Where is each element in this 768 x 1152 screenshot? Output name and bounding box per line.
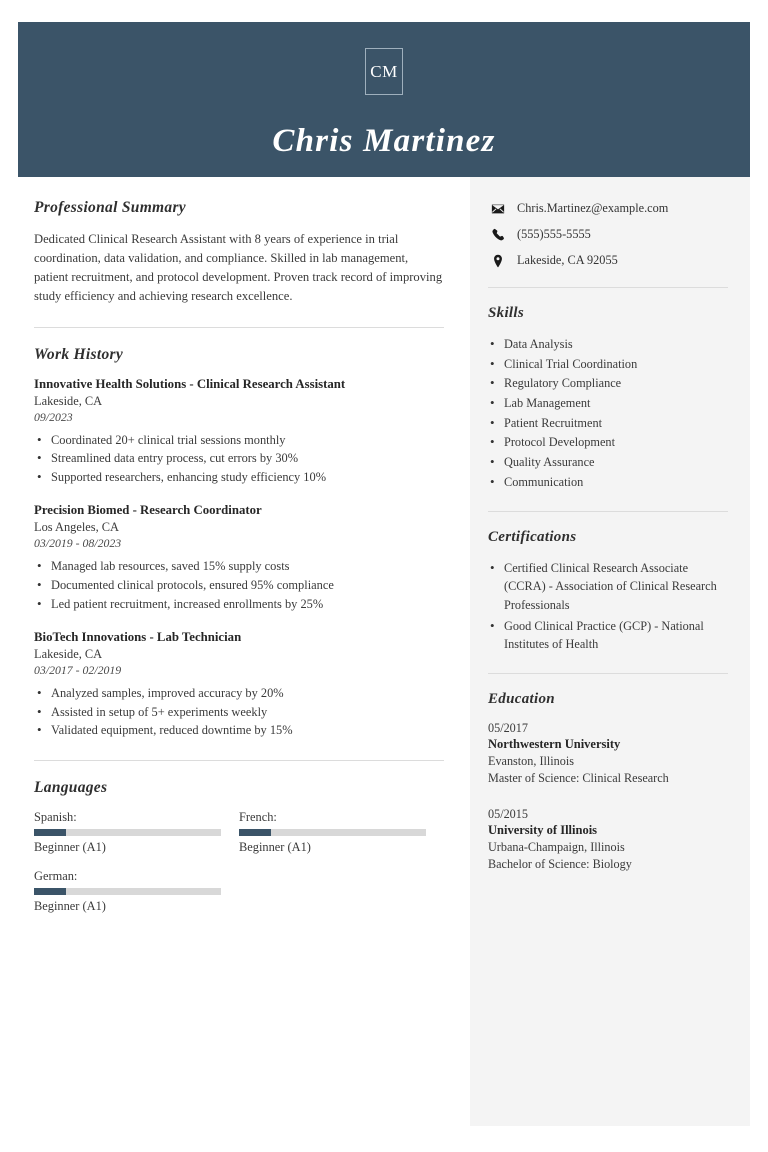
language-level: Beginner (A1) [34, 840, 106, 855]
education-school: University of Illinois [488, 823, 598, 838]
certifications-heading: Certifications [488, 528, 577, 545]
job-title: Precision Biomed - Research Coordinator [34, 503, 262, 518]
job-bullet-list [34, 684, 444, 740]
language-list [34, 810, 444, 928]
education-list [488, 721, 728, 873]
contact-item[interactable] [488, 253, 728, 268]
envelope-icon [488, 202, 507, 216]
job-title: Innovative Health Solutions - Clinical Research Assistant [34, 376, 346, 391]
education-location: Urbana-Champaign, Illinois [488, 840, 625, 855]
job-location: Lakeside, CA [34, 647, 103, 662]
job-dates: 03/2019 - 08/2023 [34, 536, 122, 551]
education-degree: Master of Science: Clinical Research [488, 771, 669, 786]
summary-heading: Professional Summary [34, 199, 186, 216]
summary-text: Dedicated Clinical Research Assistant with 8 years of experience in trial coordination, data validation, and compliance. Skilled in lab management, patient recruitment, and protocol development. Proven track record of improving study efficiency and achieving research excellence. [34, 232, 443, 304]
skill-list [488, 335, 728, 492]
monogram-badge [365, 48, 403, 95]
education-degree: Bachelor of Science: Biology [488, 857, 632, 872]
contact-value: Chris.Martinez@example.com [517, 201, 669, 215]
education-school: Northwestern University [488, 736, 621, 751]
contact-item[interactable] [488, 227, 728, 242]
language-proficiency-fill [34, 888, 66, 895]
job-entry [34, 630, 444, 740]
language-level: Beginner (A1) [34, 899, 106, 914]
job-dates: 09/2023 [34, 409, 73, 424]
skill-item: • Quality Assurance [488, 453, 728, 472]
job-location: Los Angeles, CA [34, 520, 120, 535]
contact-item[interactable] [488, 201, 728, 216]
education-location: Evanston, Illinois [488, 753, 574, 768]
job-location: Lakeside, CA [34, 393, 103, 408]
job-list [34, 377, 444, 740]
sidebar-column [470, 177, 750, 1126]
certification-item: • Certified Clinical Research Associate (CCRA) - Association of Clinical Research Professionals [488, 559, 728, 615]
education-heading: Education [488, 690, 555, 707]
job-bullet: • Streamlined data entry process, cut errors by 30% [34, 449, 444, 468]
job-entry [34, 377, 444, 487]
job-dates: 03/2017 - 02/2019 [34, 663, 122, 678]
job-entry [34, 503, 444, 613]
skill-item: • Lab Management [488, 394, 728, 413]
job-bullet: • Led patient recruitment, increased enrollments by 25% [34, 595, 444, 614]
job-bullet: • Documented clinical protocols, ensured 95% compliance [34, 576, 444, 595]
section-work-history [34, 346, 444, 740]
language-proficiency-fill [239, 829, 271, 836]
monogram-initials: CM [370, 61, 398, 81]
sidebar-divider [488, 673, 728, 674]
certification-item: • Good Clinical Practice (GCP) - National Institutes of Health [488, 617, 728, 654]
contact-value: Lakeside, CA 92055 [517, 253, 618, 267]
job-bullet-list [34, 557, 444, 613]
section-divider [34, 327, 444, 328]
resume-document [18, 22, 750, 1126]
certification-list [488, 559, 728, 654]
section-divider [34, 760, 444, 761]
section-languages [34, 779, 444, 928]
language-proficiency-bar [34, 888, 221, 895]
skill-item: • Protocol Development [488, 433, 728, 452]
job-title: BioTech Innovations - Lab Technician [34, 630, 242, 645]
job-bullet: • Supported researchers, enhancing study efficiency 10% [34, 468, 444, 487]
section-certifications [488, 529, 728, 654]
language-name: French: [239, 810, 277, 825]
job-bullet-list [34, 431, 444, 487]
resume-header [18, 22, 750, 177]
phone-icon [488, 228, 507, 242]
main-column [18, 177, 470, 1126]
skill-item: • Regulatory Compliance [488, 374, 728, 393]
language-proficiency-fill [34, 829, 66, 836]
contact-value: (555)555-5555 [517, 227, 591, 241]
resume-body [18, 177, 750, 1126]
language-name: Spanish: [34, 810, 77, 825]
contact-list [488, 201, 728, 268]
languages-heading: Languages [34, 779, 108, 797]
language-proficiency-bar [34, 829, 221, 836]
location-pin-icon [488, 254, 507, 268]
section-education [488, 691, 728, 873]
education-date: 05/2017 [488, 720, 528, 735]
skill-item: • Clinical Trial Coordination [488, 355, 728, 374]
language-item [239, 810, 444, 855]
section-professional-summary [34, 199, 444, 307]
sidebar-divider [488, 287, 728, 288]
job-bullet: • Assisted in setup of 5+ experiments weekly [34, 703, 444, 722]
language-proficiency-bar [239, 829, 426, 836]
education-date: 05/2015 [488, 807, 528, 822]
section-skills [488, 305, 728, 492]
job-bullet: • Coordinated 20+ clinical trial sessions monthly [34, 431, 444, 450]
skill-item: • Communication [488, 473, 728, 492]
job-bullet: • Validated equipment, reduced downtime by 15% [34, 721, 444, 740]
job-bullet: • Analyzed samples, improved accuracy by 20% [34, 684, 444, 703]
language-item [34, 810, 239, 855]
skill-item: • Patient Recruitment [488, 414, 728, 433]
work-history-heading: Work History [34, 345, 124, 363]
language-level: Beginner (A1) [239, 840, 311, 855]
education-entry [488, 807, 728, 873]
sidebar-divider [488, 511, 728, 512]
skills-heading: Skills [488, 305, 524, 321]
language-name: German: [34, 869, 78, 884]
job-bullet: • Managed lab resources, saved 15% supply costs [34, 557, 444, 576]
candidate-name: Chris Martinez [272, 123, 496, 159]
education-entry [488, 721, 728, 787]
skill-item: • Data Analysis [488, 335, 728, 354]
language-item [34, 869, 239, 914]
